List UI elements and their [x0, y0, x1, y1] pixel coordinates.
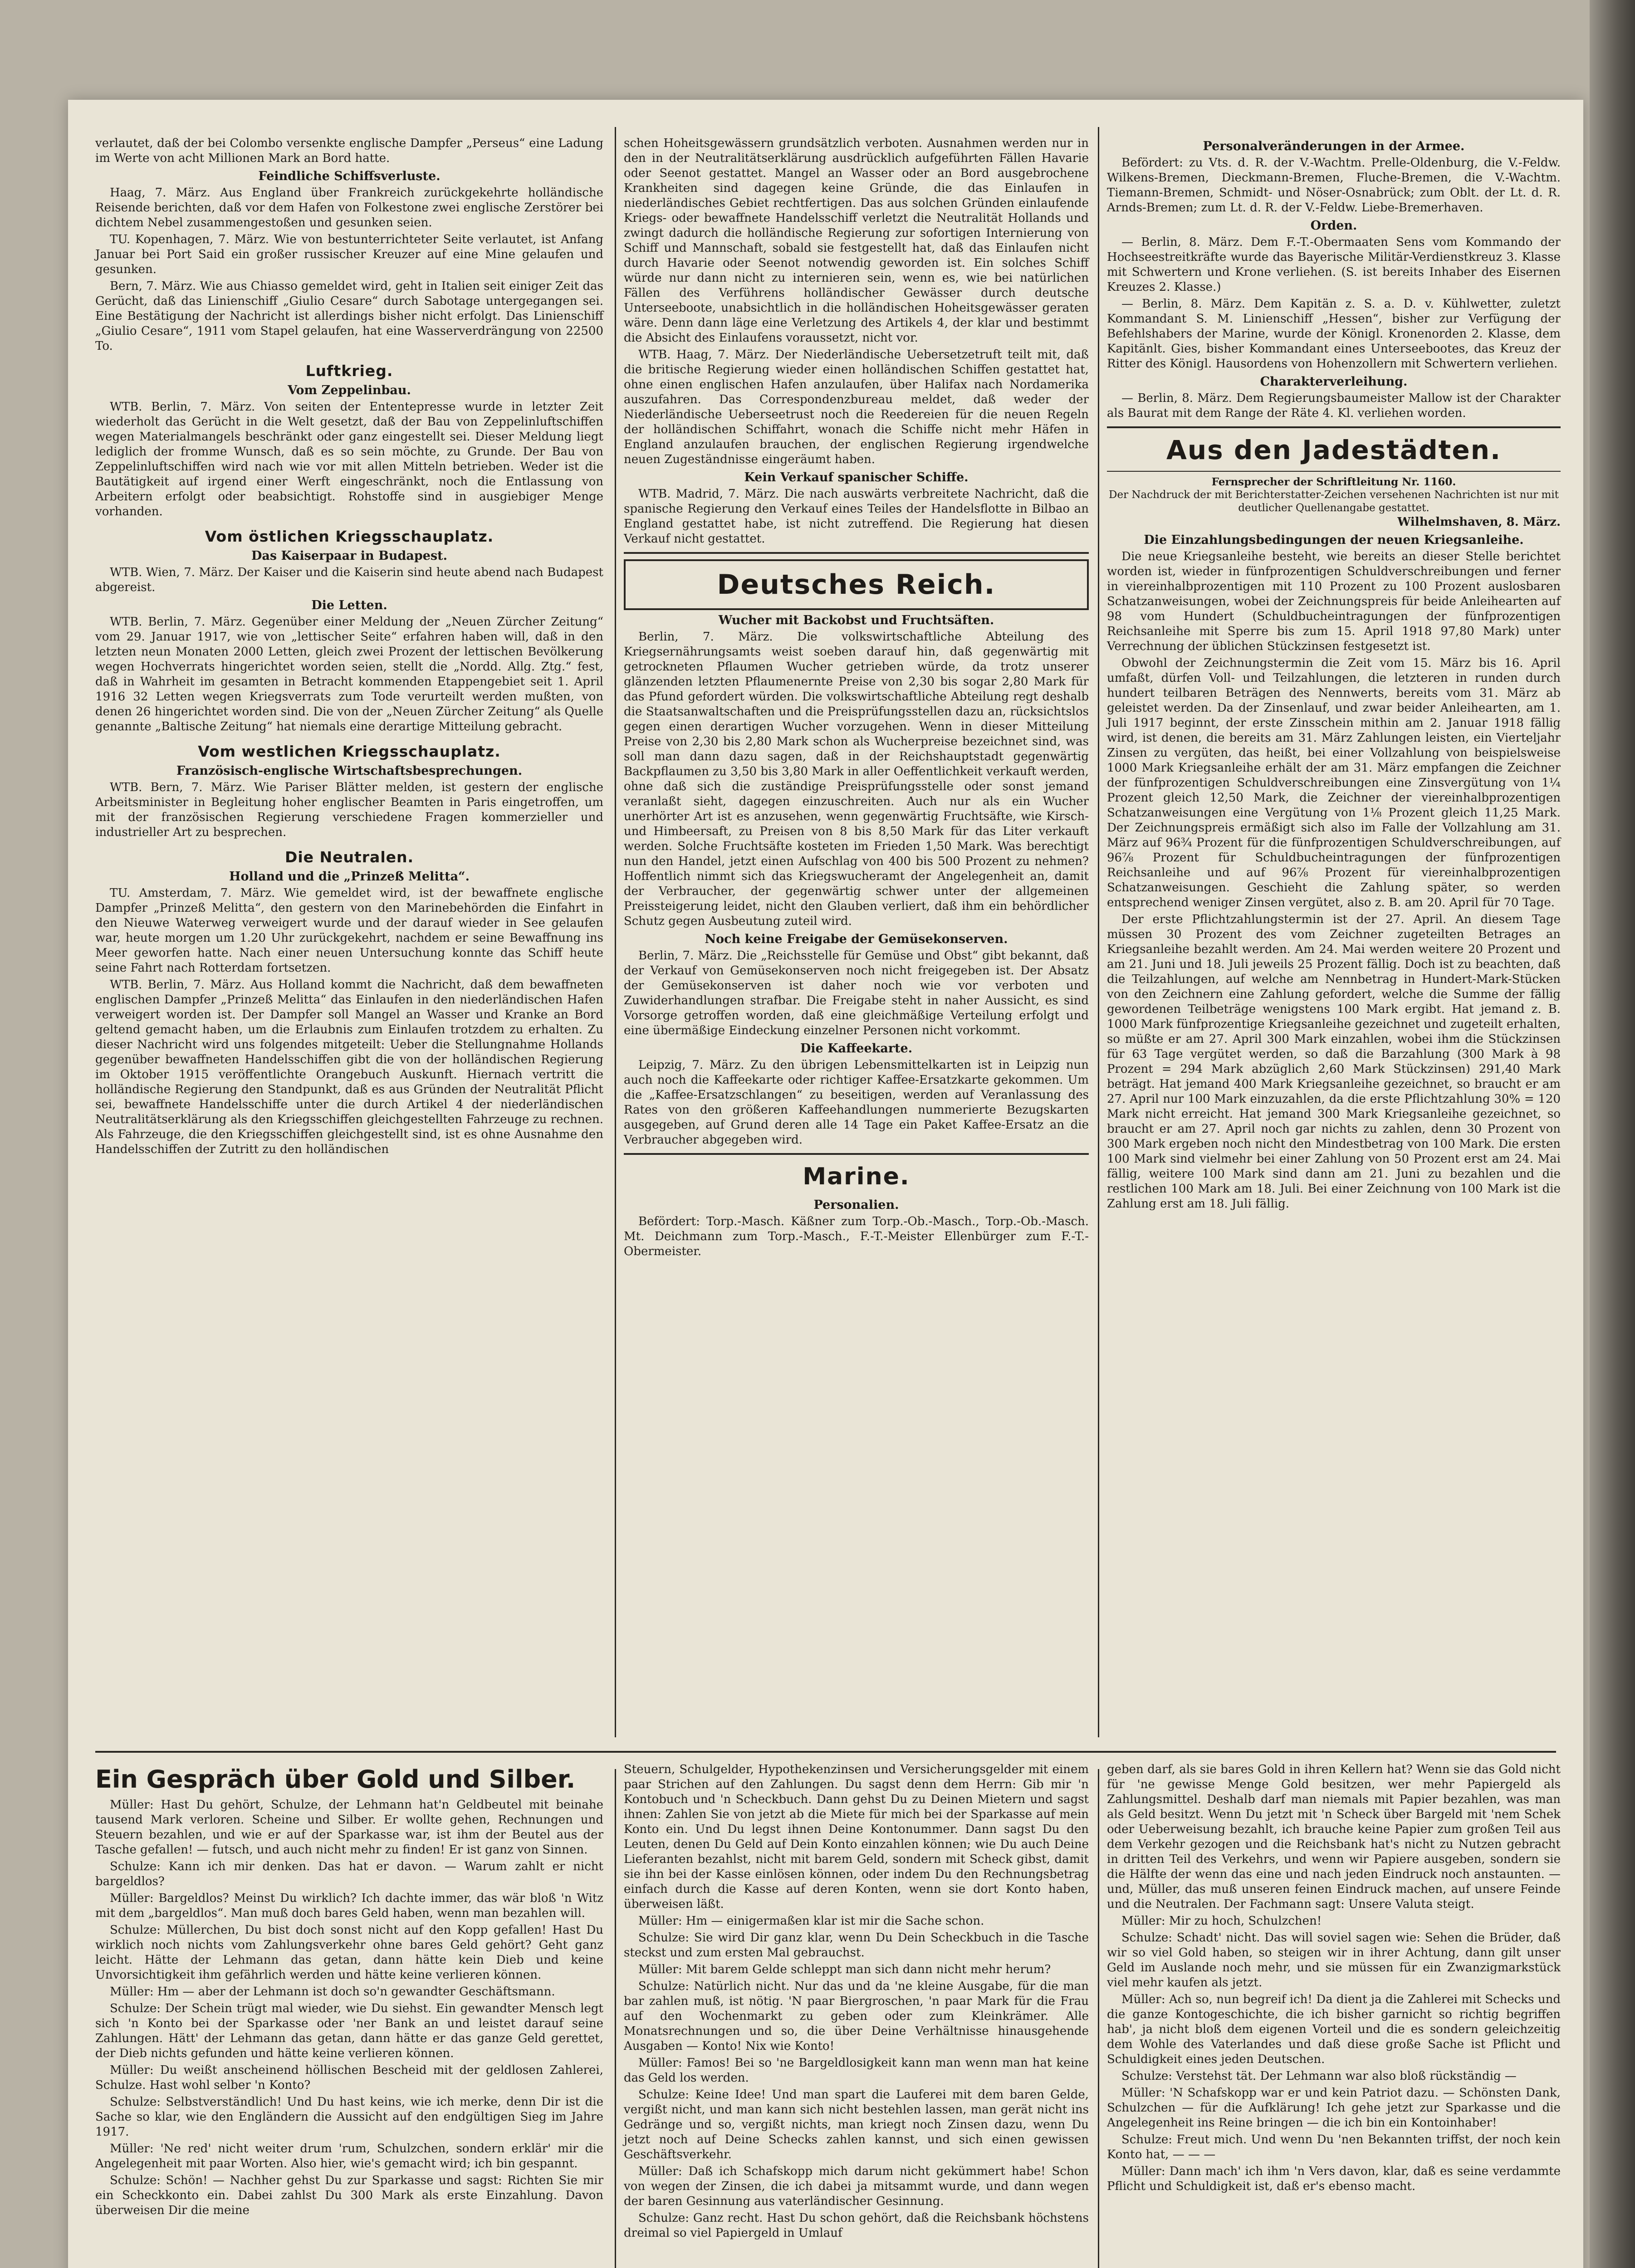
- article-text: WTB. Wien, 7. März. Der Kaiser und die Kaiserin sind heute abend nach Budapest abgereist.: [95, 566, 603, 594]
- subheading: Vom Zeppelinbau.: [288, 383, 411, 397]
- article-text: WTB. Berlin, 7. März. Von seiten der Ententepresse wurde in letzter Zeit wiederholt das Gerücht in die Welt gesetzt, daß der Bau von Zeppelinluftschiffen wegen Materialmangels beschränkt oder ganz eingestellt sei. Dieser Meldung liegt lediglich der fromme Wunsch, daß es so sein möchte, zu Grunde. Der Bau von Zeppelinluftschiffen wird nach wie vor mit allen Mitteln betrieben. Weder ist die Bautätigkeit auf irgend einer Werft eingeschränkt, noch die Entlassung von Arbeitern erfolgt oder beabsichtigt. Rohstoffe sind in ausgiebiger Menge vorhanden.: [95, 400, 603, 518]
- divider: [624, 1153, 1089, 1155]
- dialogue-text: Müller: Du weißt anscheinend höllischen Bescheid mit der geldlosen Zahlerei, Schulze. Hast wohl selber 'n Konto?: [95, 2063, 603, 2092]
- article-text: Der erste Pflichtzahlungstermin ist der 27. April. An diesem Tage müssen 30 Prozent des vom Zeichner zugeteilten Betrages an Kriegsanleihe bezahlt werden. Am 24. Mai werden weitere 20 Prozent und am 21. Juni und 18. Juli jeweils 25 Prozent fällig. Doch ist zu beachten, daß die Teilzahlungen, auf welche am Nennbetrag in Hundert-Mark-Stücken von den Zeichnern eine Zahlung gefordert, welche die Summe der fällig gewordenen Teilbeträge wenigstens 100 Mark ergibt. Hat jemand z. B. 1000 Mark fünfprozentige Kriegsanleihe gezeichnet und zugeteilt erhalten, so müßte er am 27. April 300 Mark einzahlen, wobei ihm die Stückzinsen für 63 Tage vergütet werden, so daß die Barzahlung (300 Mark à 98 Prozent = 294 Mark abzüglich 2,60 Mark Stückzinsen) 291,40 Mark beträgt. Hat jemand 400 Mark Kriegsanleihe gezeichnet, so braucht er am 27. April nur 100 Mark einzuzahlen, da die erste Pflichtzahlung 30% = 120 Mark nicht erreicht. Hat jemand 300 Mark Kriegsanleihe gezeichnet, so braucht er am 27. April noch gar nichts zu zahlen, denn 30 Prozent von 300 Mark ergeben noch nicht den Mindestbetrag von 100 Mark. Die ersten 100 Mark sind vielmehr bei einer Zahlung von 50 Prozent erst am 24. Mai fällig, weitere 100 Mark sind dann am 21. Juni zu bezahlen und die restlichen 100 Mark am 18. Juli. Bei einer Zeichnung von 100 Mark ist die Zahlung erst am 18. Juli fällig.: [1107, 913, 1561, 1211]
- article-text: Bern, 7. März. Wie aus Chiasso gemeldet wird, geht in Italien seit einiger Zeit das Gerücht, daß das Linienschiff „Giulio Cesare“ durch Sabotage untergegangen sei. Eine Bestätigung der Nachricht ist allerdings bisher nicht erfolgt. Das Linienschiff „Giulio Cesare“, 1911 vom Stapel gelaufen, hat eine Wasserverdrängung von 22500 To.: [95, 279, 603, 353]
- phone-line: Fernsprecher der Schriftleitung Nr. 1160.: [1211, 476, 1456, 488]
- newspaper-page: [68, 100, 1583, 2268]
- dialogue-text: Müller: Hm — einigermaßen klar ist mir die Sache schon.: [638, 1914, 984, 1928]
- dialogue-text: geben darf, als sie bares Gold in ihren Kellern hat? Wenn sie das Gold nicht für 'ne gewisse Menge Gold besitzen, wer mehr Papiergeld als Zahlungsmittel. Deshalb darf man niemals mit Papier bezahlen, was man als Geld besitzt. Wenn Du jetzt mit 'n Scheck über Bargeld mit 'nem Schek oder Ueberweisung bezahlt, ich brauche keine Papier zum großen Teil aus dem Verkehr gezogen und die Reichsbank hat's nicht zu Nutzen gebracht in dritten Teil des Verkehrs, und wenn wir Papiere ausgeben, sondern sie die Hälfte der wenn das eine und nach jeden Eindruck noch anstaunten. — und, Müller, das muß unseren feinen Eindruck machen, auf unsere Feinde und die Neutralen. Der Fachmann sagt: Unsere Valuta steigt.: [1107, 1763, 1561, 1911]
- section-heading: Marine.: [803, 1163, 910, 1190]
- column-rule: [615, 1769, 616, 2268]
- column-3: [1107, 136, 1561, 1213]
- lower-column-2: [624, 1762, 1089, 2243]
- subheading: Die Letten.: [311, 598, 387, 612]
- dialogue-text: Schulze: Keine Idee! Und man spart die Lauferei mit dem baren Gelde, vergißt nicht, und man kann sich nicht bestehlen lassen, man gerät nicht ins Gedränge und so, vergißt nichts, man kriegt noch Zinsen dazu, wenn Du jetzt noch auf Deine Schecks zahlen kannst, und sich einen gewissen Geschäftsverkehr.: [624, 2088, 1089, 2161]
- dialogue-text: Müller: Mit barem Gelde schleppt man sich dann nicht mehr herum?: [638, 1963, 1051, 1976]
- divider: [1107, 471, 1561, 472]
- section-heading: Die Neutralen.: [284, 848, 414, 866]
- dialogue-text: Müller: Ach so, nun begreif ich! Da dient ja die Zahlerei mit Schecks und die ganze Kontogeschichte, die ich bisher garnicht so richtig begriffen hab', ja nicht bloß dem eigenen Vorteil und die es sondern geleichzeitig dem Wohle des Vaterlandes und daß diese große Sache ist Pflicht und Schuldigkeit eines jeden Deutschen.: [1107, 1993, 1561, 2066]
- dialogue-text: Schulze: Ganz recht. Hast Du schon gehört, daß die Reichsbank höchstens dreimal so viel Papiergeld in Umlauf: [624, 2211, 1089, 2240]
- article-text: WTB. Haag, 7. März. Der Niederländische Uebersetzetruft teilt mit, daß die britische Regierung wieder einen holländischen Schiffen gestattet hat, ohne einen englischen Hafen anzulaufen, über Halifax nach Nordamerika auszufahren. Das Correspondenzbureau meldet, daß weder der Niederländische Ueberseetrust noch die Reedereien für die neuen Regeln der holländischen Schiffahrt, wonach die Schiffe nicht mehr Häfen in England anzulaufen brauchen, der englischen Regierung irgendwelche neuen Zugeständnisse eingeräumt haben.: [624, 348, 1089, 466]
- subheading: Die Kaffeekarte.: [800, 1041, 913, 1056]
- article-text: WTB. Berlin, 7. März. Aus Holland kommt die Nachricht, daß dem bewaffneten englischen Dampfer „Prinzeß Melitta“ das Einlaufen in den niederländischen Hafen verweigert worden ist. Der Dampfer soll Mangel an Wasser und Kranke an Bord geltend gemacht haben, um die Erlaubnis zum Einlaufen trotzdem zu erhalten. Zu dieser Nachricht wird uns folgendes mitgeteilt: Ueber die Stellungnahme Hollands gegenüber bewaffneten Handelsschiffen gibt die von der holländischen Regierung im Oktober 1915 veröffentlichte Orangebuch Auskunft. Hiernach vertritt die holländische Regierung den Standpunkt, daß es aus Gründen der Neutralität Pflicht sei, bewaffnete Handelsschiffe unter die durch Artikel 4 der niederländischen Neutralitätserklärung als den Kriegsschiffen gleichgestellten Fahrzeuge zu rechnen. Als Fahrzeuge, die den Kriegsschiffen gleichgestellt sind, ist es ohne Ausnahme den Handelsschiffen der Zutritt zu den holländischen: [95, 978, 603, 1156]
- section-heading: Feindliche Schiffsverluste.: [258, 169, 441, 183]
- article-text: Obwohl der Zeichnungstermin die Zeit vom 15. März bis 16. April umfaßt, dürfen Voll- und Teilzahlungen, die letzteren in runden durch hundert teilbaren Beträgen des Nennwerts, bereits vom 31. März ab geleistet werden. Da der Zinsenlauf, und zwar beider Anleihearten, am 1. Juli 1917 beginnt, der erste Zinsschein mithin am 2. Januar 1918 fällig wird, ist denen, die bereits am 31. März Zahlungen leisten, ein Vierteljahr Zinsen zu vergüten, das heißt, bei einer Vollzahlung von beispielsweise 1000 Mark Kriegsanleihe erhält der am 31. März empfangen die Zeichner der fünfprozentigen Schuldverschreibungen eine Zinsvergütung von 1¼ Prozent gleich 12,50 Mark, die Zeichner der viereinhalbprozentigen Schatzanweisungen eine Vergütung von 1⅛ Prozent gleich 11,25 Mark. Der Zeichnungspreis ermäßigt sich also im Falle der Vollzahlung am 31. März auf 96¾ Prozent für die fünfprozentigen Schuldverschreibungen, auf 96⅞ Prozent für Schuldbucheintragungen der fünfprozentigen Reichsanleihe und auf 96⅞ Prozent für viereinhalbprozentigen Schatzanweisungen. Geschieht die Zahlung später, so werden entsprechend weniger Zinsen vergütet, also z. B. am 20. April für 70 Tage.: [1107, 656, 1561, 909]
- dialogue-text: Steuern, Schulgelder, Hypothekenzinsen und Versicherungsgelder mit einem paar Strichen auf den Zahlungen. Du sagst denn dem Herrn: Gib mir 'n Kontobuch und 'n Scheckbuch. Dann gehst Du zu Deinen Mietern und sagst ihnen: Zahlen Sie von jetzt ab die Miete für mich bei der Sparkasse auf mein Konto ein. Und Du legst ihnen Deine Kontonummer. Dann sagst Du den Leuten, denen Du Geld auf Dein Konto einzahlen können; wie Du auch Deine Lieferanten bezahlst, nicht mit barem Geld, sondern mit Scheck gibst, damit sie ihn bei der Kasse einlösen können, oder indem Du den Rechnungsbetrag einfach durch die Kasse auf deren Konten, wenn sie dort Konto haben, überweisen läßt.: [624, 1763, 1089, 1911]
- divider: [1107, 426, 1561, 428]
- dialogue-text: Müller: Bargeldlos? Meinst Du wirklich? Ich dachte immer, das wär bloß 'n Witz mit dem „bargeldlos“. Man muß doch bares Geld haben, wenn man bezahlen will.: [95, 1892, 603, 1920]
- subheading: Kein Verkauf spanischer Schiffe.: [744, 470, 969, 484]
- section-heading: Vom östlichen Kriegsschauplatz.: [205, 528, 494, 545]
- subheading: Das Kaiserpaar in Budapest.: [251, 549, 448, 563]
- dialogue-text: Müller: Famos! Bei so 'ne Bargeldlosigkeit kann man wenn man hat keine das Geld los werden.: [624, 2056, 1089, 2085]
- dialogue-text: Schulze: Schön! — Nachher gehst Du zur Sparkasse und sagst: Richten Sie mir ein Scheckkonto ein. Dabei zahlst Du 300 Mark als erste Einzahlung. Davon überweisen Dir die meine: [95, 2174, 603, 2217]
- article-text: — Berlin, 8. März. Dem Regierungsbaumeister Mallow ist der Charakter als Baurat mit dem Range der Räte 4. Kl. verliehen worden.: [1107, 391, 1561, 420]
- article-text: TU. Amsterdam, 7. März. Wie gemeldet wird, ist der bewaffnete englische Dampfer „Prinzeß Melitta“, den gestern von den Marinebehörden die Einfahrt in den Nieuwe Waterweg verweigert wurde und der darauf wieder in See gelaufen war, heute morgen um 1.20 Uhr zurückgekehrt, nachdem er seine Bewaffnung ins Meer geworfen hatte. Nach einer neuen Untersuchung konnte das Schiff heute seine Fahrt nach Rotterdam fortsetzen.: [95, 886, 603, 975]
- dialogue-text: Schulze: Müllerchen, Du bist doch sonst nicht auf den Kopp gefallen! Hast Du wirklich noch nichts vom Zahlungsverkehr ohne bares Geld gehört? Geht ganz leicht. Hätte der Lehmann das getan, dann hätte kein Dieb und keine Unvorsichtigkeit ihm gefährlich werden und hätte keine verlieren können.: [95, 1923, 603, 1982]
- reich-heading-box: [624, 559, 1089, 610]
- column-1: [95, 136, 603, 1159]
- subheading: Wucher mit Backobst und Fruchtsäften.: [718, 613, 994, 627]
- article-text: schen Hoheitsgewässern grundsätzlich verboten. Ausnahmen werden nur in den in der Neutralitätserklärung ausdrücklich aufgeführten Fällen Havarie oder Seenot gestattet. Mangel an Wasser oder an Bord ausgebrochene Krankheiten sind dagegen keine Gründe, die das Einlaufen in niederländisches Gebiet rechtfertigen. Das aus solchen Gründen einlaufende Kriegs- oder bewaffnete Handelsschiff verletzt die Neutralität Hollands und zwingt dadurch die holländische Regierung zur sofortigen Internierung von Schiff und Mannschaft, sobald sie festgestellt hat, daß das Einlaufen nicht durch Havarie oder Seenot notwendig geworden ist. Ein solches Schiff würde nur dann nicht zu internieren sein, wenn es, wie bei natürlichen Fällen des Verführens holländischer Gewässer durch deutsche Unterseeboote, unabsichtlich in die holländischen Hoheitsgewässer geraten wäre. Denn dann läge eine Verletzung des Artikels 4, der klar und bestimmt die Absicht des Einlaufens voraussetzt, nicht vor.: [624, 137, 1089, 345]
- column-2: [624, 136, 1089, 1261]
- article-text: verlautet, daß der bei Colombo versenkte englische Dampfer „Perseus“ eine Ladung im Werte von acht Millionen Mark an Bord hatte.: [95, 137, 603, 165]
- subheading: Orden.: [1310, 219, 1357, 233]
- column-rule: [1098, 1769, 1099, 2268]
- subheading: Noch keine Freigabe der Gemüsekonserven.: [705, 932, 1008, 946]
- section-heading: Vom westlichen Kriegsschauplatz.: [198, 743, 501, 760]
- reprint-notice: Der Nachdruck der mit Berichterstatter-Zeichen versehenen Nachrichten ist nur mit deutlicher Quellenangabe gestattet.: [1109, 489, 1559, 514]
- dialogue-text: Schulze: Natürlich nicht. Nur das und da 'ne kleine Ausgabe, für die man bar zahlen muß, ist nötig. 'N paar Biergroschen, 'n paar Mark für die Frau auf den Wochenmarkt zu geben oder zum Kleinkrämer. Alle Monatsrechnungen und so, die über Deine Verhältnisse hinausgehende Ausgaben — Konto! Nix wie Konto!: [624, 1980, 1089, 2053]
- section-heading: Luftkrieg.: [305, 362, 393, 380]
- article-text: — Berlin, 8. März. Dem Kapitän z. S. a. D. v. Kühlwetter, zuletzt Kommandant S. M. Linienschiff „Hessen“, bisher zur Verfügung der Befehlshabers der Marine, wurde der Königl. Kronenorden 2. Klasse, dem Kapitänlt. Gies, bisher Kommandant eines Unterseebootes, das Kreuz der Ritter des Königl. Hausordens von Hohenzollern mit Schwertern verliehen.: [1107, 297, 1561, 371]
- dialogue-text: Müller: Dann mach' ich ihm 'n Vers davon, klar, daß es seine verdammte Pflicht und Schuldigkeit ist, daß er's ebenso macht.: [1107, 2165, 1561, 2193]
- subheading: Französisch-englische Wirtschaftsbesprechungen.: [176, 764, 523, 778]
- article-text: — Berlin, 8. März. Dem F.-T.-Obermaaten Sens vom Kommando der Hochseestreitkräfte wurde das Bayerische Militär-Verdienstkreuz 3. Klasse mit Schwertern und Krone verliehen. (S. ist bereits Inhaber des Eisernen Kreuzes 2. Klasse.): [1107, 235, 1561, 294]
- article-text: Berlin, 7. März. Die „Reichsstelle für Gemüse und Obst“ gibt bekannt, daß der Verkauf von Gemüsekonserven noch nicht freigegeben ist. Der Absatz der Gemüsekonserven ist daher noch wie vor verboten und Zuwiderhandlungen strafbar. Die Freigabe steht in naher Aussicht, es sind Vorsorge getroffen worden, daß eine gleichmäßige Verteilung erfolgt und eine übermäßige Eindeckung einzelner Personen nicht vorkommt.: [624, 949, 1089, 1037]
- dialogue-text: Schulze: Schadt' nicht. Das will soviel sagen wie: Sehen die Brüder, daß wir so viel Gold haben, so steigen wir in ihrer Achtung, dann gilt unser Geld im Auslande noch mehr, und sie müssen für ein Zwanzigmarkstück viel mehr kaufen als jetzt.: [1107, 1931, 1561, 1989]
- dialogue-text: Müller: 'N Schafskopp war er und kein Patriot dazu. — Schönsten Dank, Schulzchen — für die Aufklärung! Ich gehe jetzt zur Sparkasse und die Angelegenheit ins Reine bringen — die ich bin ein Kontoinhaber!: [1107, 2086, 1561, 2130]
- article-text: WTB. Madrid, 7. März. Die nach auswärts verbreitete Nachricht, daß die spanische Regierung den Verkauf eines Teiles der Handelsflotte in Bilbao an England gestattet habe, ist nicht zutreffend. Die Regierung hat diesen Verkauf nicht gestattet.: [624, 487, 1089, 546]
- binding-edge: [1590, 0, 1635, 2268]
- section-rule: [95, 1751, 1556, 1753]
- dialogue-text: Müller: 'Ne red' nicht weiter drum 'rum, Schulzchen, sondern erklär' mir die Angelegenheit mit paar Worten. Also hier, wie's gemacht wird; ich bin gespannt.: [95, 2142, 603, 2170]
- subheading: Charakterverleihung.: [1260, 375, 1408, 389]
- lower-column-1: [95, 1762, 603, 2220]
- dialogue-text: Müller: Hast Du gehört, Schulze, der Lehmann hat'n Geldbeutel mit beinahe tausend Mark verloren. Scheine und Silber. Er wollte gehen, Rechnungen und Steuern bezahlen, und wie er auf der Sparkasse war, ist ihm der Beutel aus der Tasche gefallen! — futsch, und auch nicht mehr zu finden! Er ist ganz von Sinnen.: [95, 1798, 603, 1857]
- subheading: Personalveränderungen in der Armee.: [1203, 139, 1465, 153]
- dialogue-text: Schulze: Kann ich mir denken. Das hat er davon. — Warum zahlt er nicht bargeldlos?: [95, 1860, 603, 1888]
- dialogue-text: Schulze: Sie wird Dir ganz klar, wenn Du Dein Scheckbuch in die Tasche steckst und zum ersten Mal gebrauchst.: [624, 1931, 1089, 1960]
- column-rule: [1098, 127, 1099, 1737]
- dialogue-text: Schulze: Freut mich. Und wenn Du 'nen Bekannten triffst, der noch kein Konto hat, — — —: [1107, 2133, 1561, 2161]
- article-text: WTB. Bern, 7. März. Wie Pariser Blätter melden, ist gestern der englische Arbeitsminister in Begleitung hoher englischer Beamten in Paris eingetroffen, um mit der französischen Regierung verschiedene Fragen kommerzieller und industrieller Art zu besprechen.: [95, 781, 603, 839]
- article-text: TU. Kopenhagen, 7. März. Wie von bestunterrichteter Seite verlautet, ist Anfang Januar bei Port Said ein großer russischer Kreuzer auf eine Mine gelaufen und gesunken.: [95, 233, 603, 276]
- article-title: Ein Gespräch über Gold und Silber.: [95, 1765, 576, 1794]
- lower-column-3: [1107, 1762, 1561, 2196]
- article-text: Befördert: Torp.-Masch. Käßner zum Torp.-Ob.-Masch., Torp.-Ob.-Masch. Mt. Deichmann zum Torp.-Masch., F.-T.-Meister Ellenbürger zum F.-T.-Obermeister.: [624, 1215, 1089, 1258]
- divider: [624, 552, 1089, 554]
- dateline: Wilhelmshaven, 8. März.: [1397, 515, 1561, 529]
- dialogue-text: Müller: Hm — aber der Lehmann ist doch so'n gewandter Geschäftsmann.: [110, 1985, 555, 1999]
- article-text: Leipzig, 7. März. Zu den übrigen Lebensmittelkarten ist in Leipzig nun auch noch die Kaffeekarte oder richtiger Kaffee-Ersatzkarte gekommen. Um die „Kaffee-Ersatzschlangen“ zu beseitigen, werden auf Veranlassung des Rates von den größeren Kaffeehandlungen nummerierte Bezugskarten ausgegeben, auf Grund deren alle 14 Tage ein Paket Kaffee-Ersatz an die Verbraucher abgegeben wird.: [624, 1058, 1089, 1147]
- subheading: Personalien.: [813, 1198, 899, 1212]
- dialogue-text: Müller: Daß ich Schafskopp mich darum nicht gekümmert habe! Schon von wegen der Zinsen, die ich dabei ja mitsammt wurde, und dann wegen der baren Gesinnung aus vaterländischer Gesinnung.: [624, 2165, 1089, 2208]
- dialogue-text: Schulze: Selbstverständlich! Und Du hast keins, wie ich merke, denn Dir ist die Sache so klar, wie den Engländern die Aussicht auf den endgültigen Sieg im Jahre 1917.: [95, 2095, 603, 2139]
- subheading: Holland und die „Prinzeß Melitta“.: [229, 870, 470, 884]
- article-text: Die neue Kriegsanleihe besteht, wie bereits an dieser Stelle berichtet worden ist, wieder in fünfprozentigen Schuldverschreibungen und ferner in viereinhalbprozentigen mit 110 Prozent zu 100 Prozent auslosbaren Schatzanweisungen, wobei der Zeichnungspreis für beide Anleihearten auf 98 vom Hundert (Schuldbucheintragungen der fünfprozentigen Reichsanleihe mit Sperre bis zum 15. April 1918 97,80 Mark) unter Verrechnung der üblichen Stückzinsen festgesetzt ist.: [1107, 550, 1561, 653]
- article-text: Befördert: zu Vts. d. R. der V.-Wachtm. Prelle-Oldenburg, die V.-Feldw. Wilkens-Bremen, Dieckmann-Bremen, Fluche-Bremen, die V.-Wachtm. Tiemann-Bremen, Schmidt- und Nöser-Osnabrück; zum Oblt. der Lt. d. R. Arnds-Bremen; zum Lt. d. R. der V.-Feldw. Liebe-Bremerhaven.: [1107, 156, 1561, 215]
- section-heading: Deutsches Reich.: [717, 569, 996, 601]
- subheading: Die Einzahlungsbedingungen der neuen Kriegsanleihe.: [1144, 533, 1524, 547]
- dialogue-text: Müller: Mir zu hoch, Schulzchen!: [1121, 1914, 1322, 1928]
- dialogue-text: Schulze: Verstehst tät. Der Lehmann war also bloß rückständig —: [1121, 2069, 1517, 2083]
- section-heading: Aus den Jadestädten.: [1166, 435, 1502, 465]
- article-text: WTB. Berlin, 7. März. Gegenüber einer Meldung der „Neuen Zürcher Zeitung“ vom 29. Januar 1917, wie von „lettischer Seite“ erfahren haben will, daß in den letzten neun Monaten 2000 Letten, gleich zwei Prozent der lettischen Bevölkerung wegen Hochverrats hingerichtet worden seien, stellt die „Nordd. Allg. Ztg.“ fest, daß in Wahrheit im gesamten in Betracht kommenden Etappengebiet seit 1. April 1916 32 Letten wegen Kriegsverrats zum Tode verurteilt werden mußten, von denen 26 hingerichtet worden sind. Die von der „Neuen Zürcher Zeitung“ als Quelle genannte „Baltische Zeitung“ hat niemals eine derartige Mitteilung gebracht.: [95, 615, 603, 733]
- article-text: Haag, 7. März. Aus England über Frankreich zurückgekehrte holländische Reisende berichten, daß vor dem Hafen von Folkestone zwei englische Zerstörer bei dichtem Nebel zusammengestoßen und gesunken seien.: [95, 186, 603, 230]
- column-rule: [615, 127, 616, 1737]
- dialogue-text: Schulze: Der Schein trügt mal wieder, wie Du siehst. Ein gewandter Mensch legt sich 'n Konto bei der Sparkasse oder 'ner Bank an und leistet darauf seine Zahlungen. Hätt' der Lehmann das getan, dann hätte er das ganze Geld gerettet, der Dieb nichts gefunden und hätte keine verlieren können.: [95, 2002, 603, 2060]
- article-text: Berlin, 7. März. Die volkswirtschaftliche Abteilung des Kriegsernährungsamts weist soeben darauf hin, daß gegenwärtig mit getrockneten Pflaumen Wucher getrieben würde, da trotz unserer glänzenden letzten Pflaumenernte Preise von 2,30 bis sogar 2,80 Mark für das Pfund gefordert würden. Die volkswirtschaftliche Abteilung regt deshalb die Staatsanwaltschaften und die Preisprüfungsstellen dazu an, rücksichtslos gegen einen derartigen Wucher vorzugehen. Wenn in dieser Mitteilung Preise von 2,30 bis 2,80 Mark schon als Wucherpreise bezeichnet sind, was soll man dann dazu sagen, daß in der Reichshauptstadt gegenwärtig Backpflaumen zu 3,50 bis 3,80 Mark in aller Oeffentlichkeit verkauft werden, ohne daß sich die zuständige Preisprüfungsstelle oder sonst jemand veranlaßt sieht, dagegen einzuschreiten. Auch nur als ein Wucher unerhörter Art ist es anzusehen, wenn gegenwärtig Fruchtsäfte, wie Kirsch- und Himbeersaft, zu Preisen von 8 bis 8,50 Mark für das Liter verkauft werden. Solche Fruchtsäfte kosteten im Frieden 1,50 Mark. Was berechtigt nun den Handel, jetzt einen Aufschlag von 400 bis 500 Prozent zu nehmen? Hoffentlich nimmt sich das Kriegswucheramt der Angelegenheit an, damit der Verbraucher, der gegenwärtig schwer unter der allgemeinen Preissteigerung leidet, nicht den Glauben verliert, daß ihm ein behördlicher Schutz gegen Ausbeutung zuteil wird.: [624, 630, 1089, 928]
